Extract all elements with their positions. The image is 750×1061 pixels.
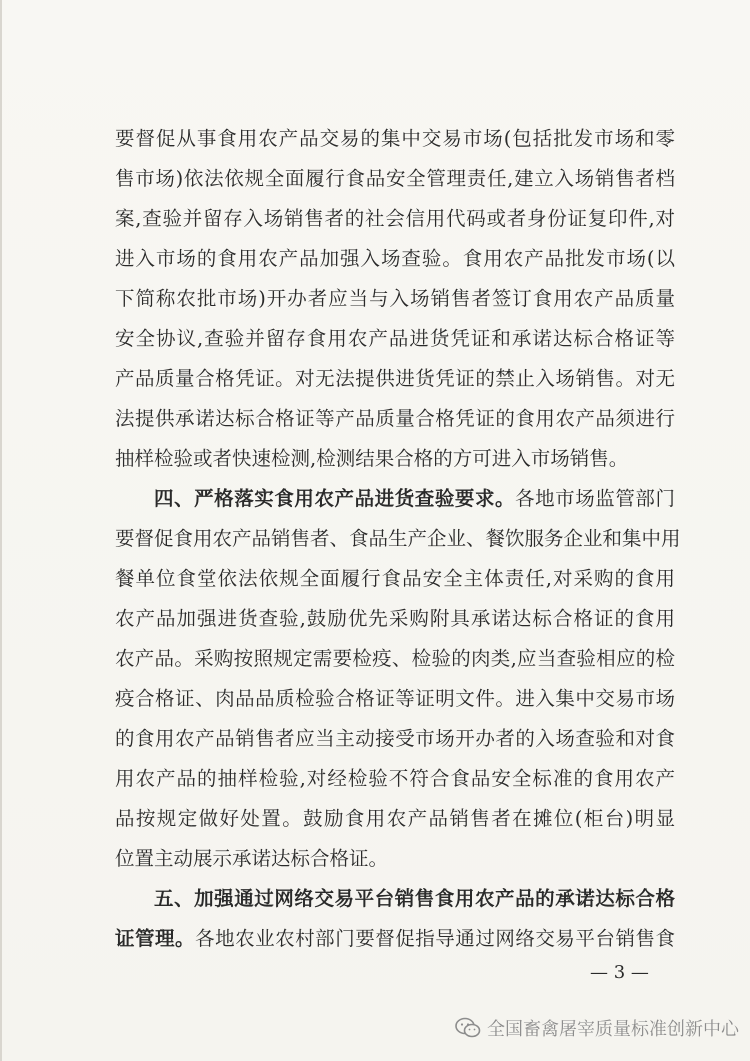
watermark-text: 全国畜禽屠宰质量标准创新中心 xyxy=(487,1019,739,1040)
paragraph-line: 安全协议,查验并留存食用农产品进货凭证和承诺达标合格证等 xyxy=(115,327,675,350)
paragraph-line: 进入市场的食用农产品加强入场查验。食用农产品批发市场(以 xyxy=(115,247,675,270)
paragraph-line: 抽样检验或者快速检测,检测结果合格的方可进入市场销售。 xyxy=(115,447,629,470)
paragraph-line: 要督促食用农产品销售者、食品生产企业、餐饮服务企业和集中用 xyxy=(115,527,681,550)
paragraph-line: 案,查验并留存入场销售者的社会信用代码或者身份证复印件,对 xyxy=(115,207,675,230)
section-4-first-line xyxy=(154,484,675,514)
paragraph-line: 要督促从事食用农产品交易的集中交易市场(包括批发市场和零 xyxy=(115,127,675,150)
paragraph-line: 农产品加强进货查验,鼓励优先采购附具承诺达标合格证的食用 xyxy=(115,607,675,630)
paragraph-line: 的食用农产品销售者应当主动接受市场开办者的入场查验和对食 xyxy=(115,727,675,750)
section-4-text: 各地市场监管部门 xyxy=(515,487,675,510)
paragraph-line: 产品质量合格凭证。对无法提供进货凭证的禁止入场销售。对无 xyxy=(115,367,675,390)
page-number: — 3 — xyxy=(590,962,649,983)
section-5-heading: 五、加强通过网络交易平台销售食用农产品的承诺达标合格 xyxy=(154,887,675,910)
section-4-heading: 四、严格落实食用农产品进货查验要求。 xyxy=(154,487,516,510)
watermark xyxy=(455,1013,739,1043)
paragraph-line: 用农产品的抽样检验,对经检验不符合食品安全标准的食用农产 xyxy=(115,767,675,790)
section-5-heading-end: 证管理。 xyxy=(115,927,196,950)
paragraph-line: 农产品。采购按照规定需要检疫、检验的肉类,应当查验相应的检 xyxy=(115,647,675,670)
paragraph-line: 法提供承诺达标合格证等产品质量合格凭证的食用农产品须进行 xyxy=(115,407,675,430)
section-5-text: 各地农业农村部门要督促指导通过网络交易平台销售食 xyxy=(195,927,675,950)
paragraph-line: 售市场)依法依规全面履行食品安全管理责任,建立入场销售者档 xyxy=(115,167,675,190)
paragraph-line: 下简称农批市场)开办者应当与入场销售者签订食用农产品质量 xyxy=(115,287,675,310)
paragraph-line: 位置主动展示承诺达标合格证。 xyxy=(115,847,389,870)
paragraph-line: 餐单位食堂依法依规全面履行食品安全主体责任,对采购的食用 xyxy=(115,567,675,590)
paragraph-line: 疫合格证、肉品品质检验合格证等证明文件。进入集中交易市场 xyxy=(115,687,675,710)
paragraph-line: 品按规定做好处置。鼓励食用农产品销售者在摊位(柜台)明显 xyxy=(115,807,675,830)
wechat-icon xyxy=(455,1017,481,1039)
section-5-line xyxy=(115,924,675,954)
